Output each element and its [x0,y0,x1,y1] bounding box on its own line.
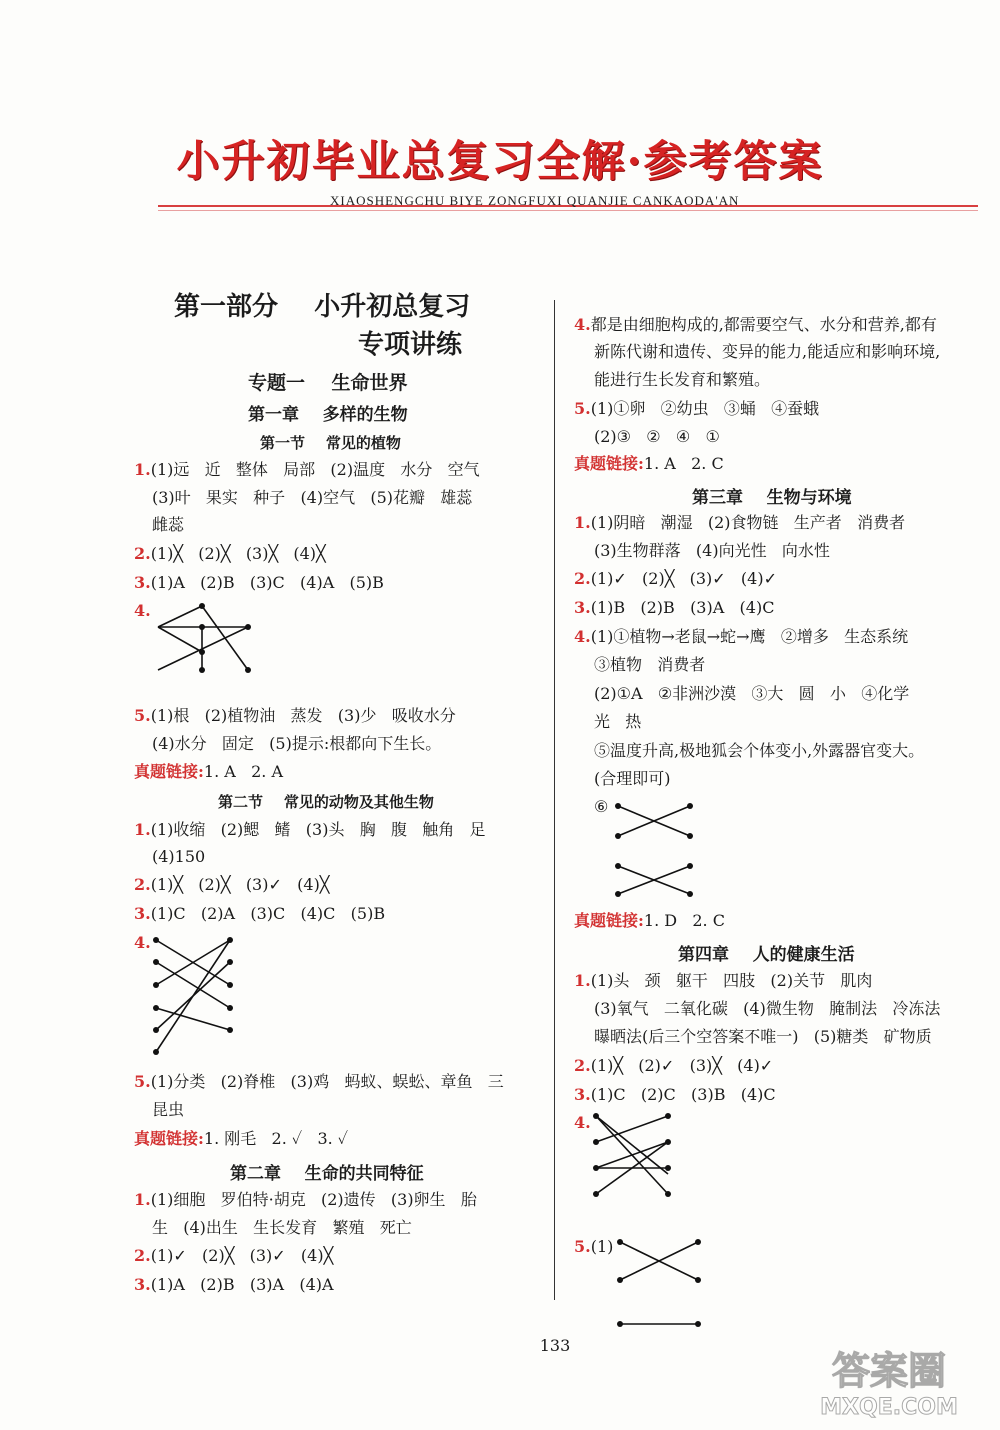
topic-heading: 专题一 生命世界 [248,372,408,394]
answer-line: 3.(1)B (2)B (3)A (4)C [574,598,775,617]
chapter1-heading: 第一章 多样的生物 [248,405,408,425]
answer-line: 能进行生长发育和繁殖。 [594,370,771,389]
answer-line: 2.(1)╳ (2)╳ (3)✓ (4)╳ [134,875,330,894]
answer-line: 4.都是由细胞构成的,都需要空气、水分和营养,都有 [574,315,937,334]
answer-line: 生 (4)出生 生长发育 繁殖 死亡 [152,1218,412,1237]
exam-link-line: 真题链接:1. D 2. C [574,911,725,930]
answer-line: 雌蕊 [152,515,185,534]
watermark-text: 答案圈 [831,1349,947,1393]
matching-diagram-4 [590,1110,680,1210]
answer-line: 2.(1)╳ (2)╳ (3)╳ (4)╳ [134,544,326,563]
page-subtitle-pinyin: XIAOSHENGCHU BIYE ZONGFUXI QUANJIE CANKAODA'AN [330,193,740,208]
section2-heading: 第二节 常见的动物及其他生物 [218,793,434,811]
answer-line: ⑥ [594,797,609,816]
column-divider [554,300,555,1300]
answer-line: 2.(1)✓ (2)╳ (3)✓ (4)✓ [574,569,777,588]
answer-line: 3.(1)C (2)C (3)B (4)C [574,1085,776,1104]
matching-diagram-1 [150,600,260,680]
watermark-logo [804,1346,974,1420]
answer-line: 1.(1)头 颈 躯干 四肢 (2)关节 肌肉 [574,971,873,990]
chapter2-heading: 第二章 生命的共同特征 [230,1164,424,1184]
answer-line: (4)150 [152,847,206,866]
answer-line: (4)水分 固定 (5)提示:根都向下生长。 [152,734,442,753]
part-heading: 第一部分 小升初总复习 [174,292,471,322]
answer-line: 1.(1)细胞 罗伯特·胡克 (2)遗传 (3)卵生 胎 [134,1190,477,1209]
section1-heading: 第一节 常见的植物 [260,434,401,452]
part-subheading: 专项讲练 [358,330,463,360]
answer-line: 5.(1)①卵 ②幼虫 ③蛹 ④蚕蛾 [574,399,820,418]
answer-line: 2.(1)╳ (2)✓ (3)╳ (4)✓ [574,1056,774,1075]
answer-line: ⑤温度升高,极地狐会个体变小,外露器官变大。 [594,741,925,760]
answer-line: 2.(1)✓ (2)╳ (3)✓ (4)╳ [134,1246,334,1265]
answer-line: 5.(1) [574,1237,614,1256]
question-number: 4. [134,601,151,620]
answer-line: 光 热 [594,712,642,731]
question-number: 4. [134,933,151,952]
exam-link-line: 真题链接:1. A 2. A [134,762,283,781]
answer-line: 3.(1)C (2)A (3)C (4)C (5)B [134,904,386,923]
page-title: 小升初毕业总复习全解·参考答案 [176,137,824,187]
answer-line: 曝晒法(后三个空答案不唯一) (5)糖类 矿物质 [594,1027,932,1046]
answer-line: (3)氧气 二氧化碳 (4)微生物 腌制法 冷冻法 [594,999,941,1018]
answer-line: 5.(1)根 (2)植物油 蒸发 (3)少 吸收水分 [134,706,456,725]
chapter4-heading: 第四章 人的健康生活 [678,945,855,965]
answer-line: 4.(1)①植物→老鼠→蛇→鹰 ②增多 生态系统 [574,627,909,646]
exam-link-line: 真题链接:1. 刚毛 2. ✓ 3. ✓ [134,1129,349,1148]
answer-line: 昆虫 [152,1100,185,1119]
page-number: 133 [539,1336,571,1355]
answer-line: (合理即可) [594,769,671,788]
matching-diagram-3 [612,800,702,900]
answer-line: (3)生物群落 (4)向光性 向水性 [594,541,830,560]
answer-line: (2)①A ②非洲沙漠 ③大 圆 小 ④化学 [594,684,910,703]
watermark-domain: MXQE.COM [820,1395,958,1420]
answer-line: 5.(1)分类 (2)脊椎 (3)鸡 蚂蚁、蜈蚣、章鱼 三 [134,1072,504,1091]
answer-line: ③植物 消费者 [594,655,706,674]
answer-line: 新陈代谢和遗传、变异的能力,能适应和影响环境, [594,342,941,361]
answer-line: 1.(1)收缩 (2)鳃 鳍 (3)头 胸 腹 触角 足 [134,820,486,839]
question-number: 4. [574,1113,591,1132]
answer-line: 3.(1)A (2)B (3)C (4)A (5)B [134,573,384,592]
answer-line: (2)③ ② ④ ① [594,427,720,446]
answer-line: 1.(1)远 近 整体 局部 (2)温度 水分 空气 [134,460,480,479]
answer-line: 1.(1)阴暗 潮湿 (2)食物链 生产者 消费者 [574,513,906,532]
answer-line: (3)叶 果实 种子 (4)空气 (5)花瓣 雄蕊 [152,488,473,507]
matching-diagram-5 [612,1236,712,1336]
matching-diagram-2 [150,930,240,1060]
exam-link-line: 真题链接:1. A 2. C [574,454,724,473]
answer-line: 3.(1)A (2)B (3)A (4)A [134,1275,334,1294]
header-rule-thin [158,210,978,211]
chapter3-heading: 第三章 生物与环境 [692,488,852,508]
